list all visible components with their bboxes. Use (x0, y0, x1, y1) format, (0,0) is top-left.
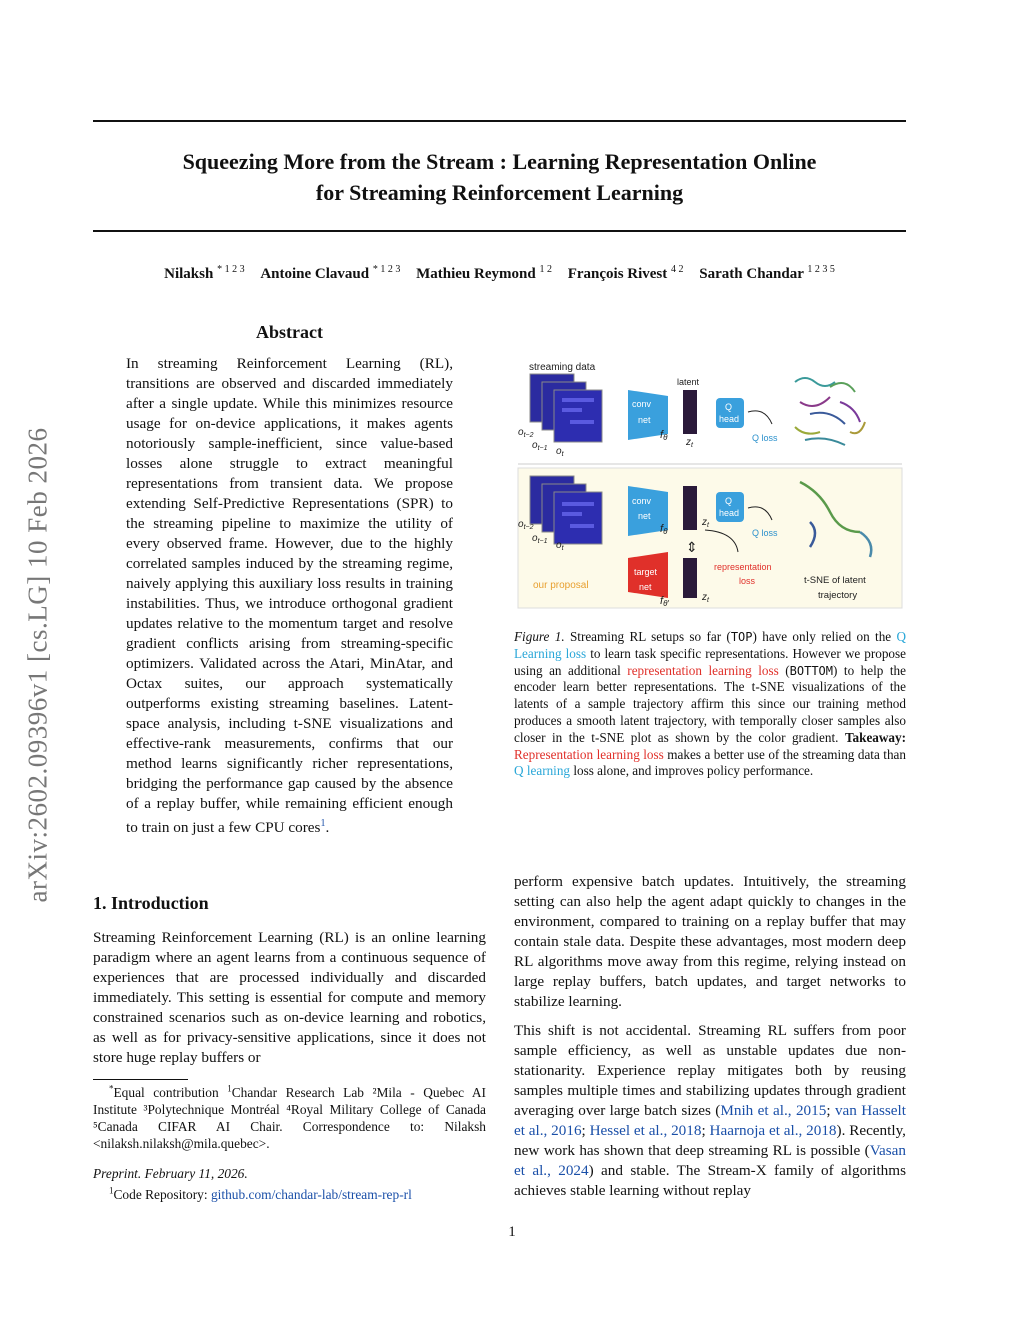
abstract-heading: Abstract (256, 322, 323, 342)
svg-text:conv: conv (632, 496, 652, 506)
tsne-label-1: t-SNE of latent (804, 575, 866, 586)
z-t-top: $z_t$ (686, 437, 693, 449)
frame-stack-top (530, 374, 602, 442)
svg-text:net: net (639, 582, 652, 592)
label-o-t2: $o_{t-2}$ (518, 427, 534, 439)
author: Nilaksh $^{* 1 2 3}$ (164, 264, 245, 282)
author: Antoine Clavaud $^{* 1 2 3}$ (260, 264, 401, 282)
our-proposal-label: our proposal (533, 580, 589, 591)
top-rule (93, 120, 906, 122)
svg-text:target: target (634, 567, 658, 577)
latent-vector-top (683, 390, 697, 434)
svg-text:fθ′: fθ′ (660, 595, 669, 608)
preprint-note: Preprint. February 11, 2026. (93, 1166, 248, 1181)
double-arrow-icon: ⇕ (686, 539, 698, 555)
tsne-plot-top (795, 378, 865, 445)
abstract-body: In streaming Reinforcement Learning (RL), transitions are observed and discarded immediately after a single update. While this minimizes resource usage for on-device applications, it makes agents notoriously sample-inefficient, since value-based losses alone struggle to extract meaningful representations from transient data. We propose extending Self-Predictive Representations (SPR) to the streaming pipeline to maximize the utility of every observed frame. However, due to the highly correlated samples induced by the streaming regime, naively applying this auxiliary loss results in training instabilities. Thus, we introduce orthogonal gradient updates relative to the momentum target and resolve gradient conflicts arising from streaming-specific optimizers. Validated across the Atari, MinAtar, and Octax suites, our approach systematically outperforms existing streaming baselines. Latent-space analysis, including t-SNE visualizations and effective-rank measurements, confirms that our method learns significantly richer representations, bridging the performance gap caused by the absence of a replay buffer, while remaining efficient enough to train on just a few CPU cores$^1$. (126, 355, 453, 837)
right-paragraph-1: perform expensive batch updates. Intuitively, the streaming setting can also help the agent adapt quickly to changes in the environment, compared to training on a replay buffer that may contain stale data. Despite these advantages, most modern deep RL algorithms move away from this regime, relying instead on large replay buffers, batch updates, and target networks to stabilize learning. (514, 873, 906, 1010)
code-footnote: $^1$Code Repository: github.com/chandar-lab/stream-rep-rl (109, 1186, 412, 1203)
label-latent: latent (677, 377, 700, 387)
title-line-2: for Streaming Reinforcement Learning (315, 180, 684, 205)
svg-text:ot−1: $o_{t-1}$ (532, 533, 548, 545)
net-label: net (638, 415, 651, 425)
figure-1-caption: Figure 1. Streaming RL setups so far (TOP) have only relied on the Q Learning loss to learn task specific representations. However we propose using an additional representation learning loss (BOTTOM) to help the encoder learn better representations. The t-SNE visualizations of the latents of a sample trajectory affirm this since our training method produces a smooth latent trajectory, with temporally closer samples also closer in the t-SNE plot as shown by the color gradient. Takeaway: Representation learning loss makes a better use of the streaming data than Q learning loss alone, and improves policy performance. (514, 629, 907, 779)
rep-loss-label-1: representation (714, 562, 772, 572)
author: Sarath Chandar $^{1 2 3 5}$ (699, 264, 835, 282)
svg-text:zt: $z_t$ (702, 517, 709, 529)
intro-paragraph: Streaming Reinforcement Learning (RL) is an online learning paradigm where an agent learns from a continuous sequence of experiences that are processed individually and discarded immediately. This setting is essential for compute and memory constrained scenarios such as on-device learning and robotics, as well as for privacy-sensitive applications, since it does not store huge replay buffers or (93, 929, 486, 1066)
svg-text:head: head (719, 508, 740, 518)
section-heading-introduction: 1. Introduction (93, 893, 209, 913)
arxiv-stamp (18, 375, 58, 955)
figure-1-diagram (510, 352, 910, 612)
citation-link[interactable]: Haarnoja et al., 2018 (709, 1122, 837, 1139)
svg-text:net: net (638, 511, 651, 521)
author: François Rivest $^{4 2}$ (567, 264, 684, 282)
rep-loss-label-2: loss (739, 576, 756, 586)
citation-link[interactable]: Hessel et al., 2018 (589, 1122, 702, 1139)
author: Mathieu Reymond $^{1 2}$ (416, 264, 552, 282)
title-line-1: Squeezing More from the Stream : Learning Representation Online (182, 149, 817, 174)
citation-link[interactable]: Mnih et al., 2015 (720, 1102, 827, 1119)
author-list (93, 264, 906, 283)
f-theta-top: fθ (660, 429, 668, 442)
svg-text:ot: $o_t$ (556, 540, 564, 552)
code-repo-link[interactable]: github.com/chandar-lab/stream-rep-rl (210, 1187, 412, 1203)
right-paragraph-2: This shift is not accidental. Streaming RL suffers from poor sample efficiency, as well as unstable updates due non-stationarity. Experience replay mitigates both by reusing samples multiple times and stabilizing updates through gradient averaging over large batch sizes (Mnih et al., 2015; van Hasselt et al., 2016; Hessel et al., 2018; Haarnoja et al., 2018). Recently, new work has shown that deep streaming RL is possible (Vasan et al., 2024) and stable. The Stream-X family of algorithms achieves stable learning without replay (514, 1022, 907, 1199)
svg-text:zt: $z_t$ (702, 592, 709, 604)
latent-vector-bottom (683, 486, 697, 530)
label-o-t: $o_t$ (556, 446, 564, 458)
q-loss-label-top: Q loss (752, 433, 778, 443)
svg-text:head: head (719, 414, 740, 424)
conv-label: conv (632, 399, 652, 409)
citation-link[interactable]: Vasan et al., 2024 (514, 1142, 906, 1179)
citation-link[interactable]: van Hasselt et al., 2016 (514, 1102, 906, 1139)
label-o-t1: $o_{t-1}$ (532, 440, 548, 452)
page-number: 1 (508, 1224, 516, 1240)
footnote-rule (93, 1079, 188, 1080)
q-loss-label-bottom: Q loss (752, 528, 778, 538)
affiliation-footnote: *Equal contribution $^1$Chandar Research Lab ²Mila - Quebec AI Institute ³Polytechnique Montréal ⁴Royal Military College of Canada ⁵Canada CIFAR AI Chair. Correspondence to: Nilaksh <nilaksh.nilaksh@mila.quebec>. (93, 1084, 486, 1152)
svg-text:fθ: fθ (660, 523, 668, 536)
svg-text:Q: Q (725, 402, 733, 412)
title-bottom-rule (93, 230, 906, 232)
svg-text:ot−2: $o_{t-2}$ (518, 519, 534, 531)
tsne-label-2: trajectory (818, 590, 858, 601)
svg-text:Q: Q (725, 496, 733, 506)
footnote-link[interactable]: 1 (320, 818, 326, 829)
paper-title (93, 146, 906, 208)
label-streaming-data: streaming data (529, 362, 596, 373)
target-latent-vector (683, 558, 697, 598)
arxiv-id: arXiv:2602.09396v1 [cs.LG] 10 Feb 2026 (22, 427, 53, 903)
